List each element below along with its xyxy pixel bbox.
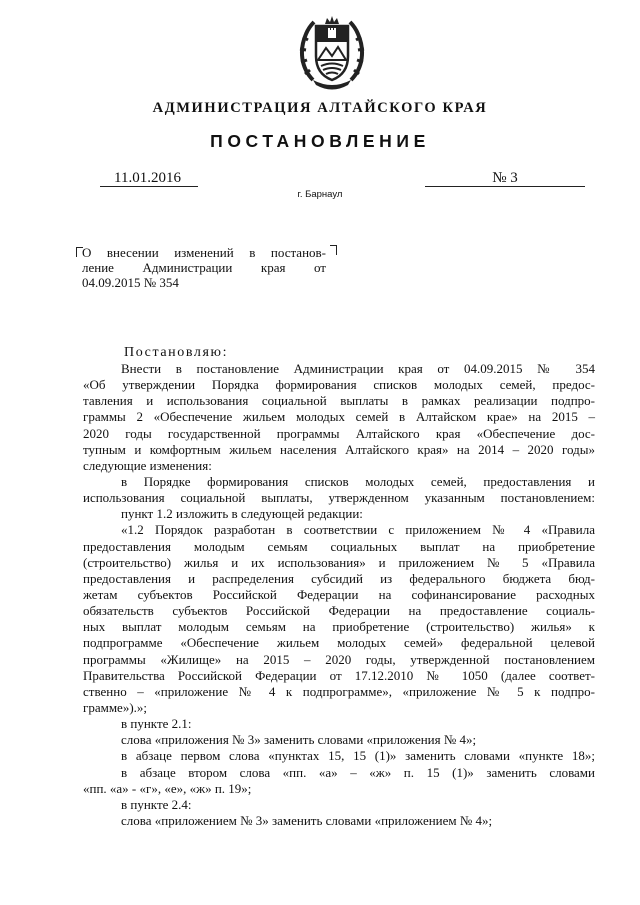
body-line: ных выплат молодым семьям на приобретение (строительство) жилья» к (83, 619, 595, 635)
body-line: в абзаце первом слова «пунктах 15, 15 (1)» заменить словами «пункте 18»; (121, 748, 595, 764)
body-line: предоставления и распределения субсидий из федерального бюджета бюд- (83, 570, 595, 586)
issue-city: г. Барнаул (297, 189, 343, 200)
body-line: предоставления молодым семьям социальных выплат на приобретение (83, 538, 595, 554)
document-type-title: ПОСТАНОВЛЕНИЕ (210, 131, 430, 151)
body-line: жетам субъектов Российской Федерации на софинансирование расходных (83, 586, 595, 602)
body-line: ственно – «приложение № 4 к подпрограмме», «приложение № 5 к подпро- (83, 683, 595, 699)
number-underline (425, 186, 585, 187)
document-number: № 3 (492, 170, 518, 186)
body-line: слова «приложением № 3» заменить словами «приложением № 4»; (121, 812, 493, 828)
subject-bracket-right (330, 245, 337, 255)
body-line: в абзаце втором слова «пп. «а» – «ж» п. 15 (1)» заменить словами (121, 764, 595, 780)
body-line: в Порядке формирования списков молодых семей, предоставления и (121, 473, 595, 489)
document-subject (82, 245, 326, 290)
document-date: 11.01.2016 (114, 170, 181, 186)
body-line: следующие изменения: (83, 457, 212, 473)
body-line: «1.2 Порядок разработан в соответствии с приложением № 4 «Правила (121, 522, 595, 538)
body-line: Правительства Российской Федерации от 17.12.2010 № 1050 (далее соответ- (83, 667, 595, 683)
resolve-heading: Постановляю: (124, 345, 229, 360)
body-line: подпрограмме «Обеспечение жильем молодых семей» федеральной целевой (83, 635, 595, 651)
body-line: грамме»).»; (83, 699, 148, 715)
body-line: в пункте 2.4: (121, 796, 192, 812)
body-line: граммы 2 «Обеспечение жильем молодых семей в Алтайском крае» на 2015 – (83, 409, 595, 425)
body-line: в пункте 2.1: (121, 716, 192, 732)
body-line: 2020 годы государственной программы Алтайского края «Обеспечение дос- (83, 425, 595, 441)
body-line: тупным и комфортным жильем населения Алтайского края» на 2014 – 2020 годы» (83, 441, 595, 457)
body-line: тавления и использования социальной выплаты в рамках реализации подпро- (83, 393, 595, 409)
body-line: слова «приложения № 3» заменить словами «приложения № 4»; (121, 732, 477, 748)
document-body (83, 361, 595, 829)
subject-line: 04.09.2015 № 354 (82, 275, 179, 290)
body-line: (строительство) жилья и их использования» и приложением № 5 «Правила (83, 554, 595, 570)
coat-of-arms-altai-krai-icon (299, 14, 365, 90)
body-line: программы «Жилище» на 2015 – 2020 годы, утвержденной постановлением (83, 651, 595, 667)
body-line: обязательств субъектов Российской Федерации на предоставление социаль- (83, 603, 595, 619)
body-line: Внести в постановление Администрации края от 04.09.2015 № 354 (121, 361, 595, 376)
body-line: использования социальной выплаты, утвержденном указанным постановлением: (83, 490, 595, 506)
date-underline (100, 186, 198, 187)
body-line: пункт 1.2 изложить в следующей редакции: (121, 506, 363, 522)
subject-line: ление Администрации края от (82, 260, 326, 275)
subject-line: О внесении изменений в постанов- (82, 245, 326, 260)
body-line: «Об утверждении Порядка формирования списков молодых семей, предос- (83, 377, 595, 393)
body-line: «пп. «а» - «г», «е», «ж» п. 19»; (83, 780, 252, 796)
issuing-authority: АДМИНИСТРАЦИЯ АЛТАЙСКОГО КРАЯ (152, 100, 488, 116)
